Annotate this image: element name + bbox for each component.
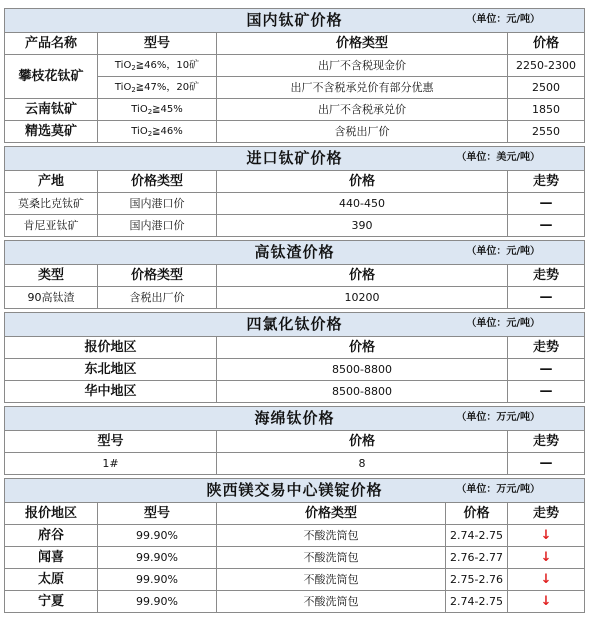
trend-flat-icon: — xyxy=(508,453,585,475)
table-row xyxy=(5,215,585,237)
price-type: 不酸洗筒包 xyxy=(217,591,446,613)
column-header: 走势 xyxy=(508,503,585,525)
column-header: 走势 xyxy=(508,171,585,193)
section-title: 高钛渣价格 xyxy=(254,242,335,261)
price: 8500-8800 xyxy=(217,359,508,381)
model: 99.90% xyxy=(98,525,217,547)
table-row xyxy=(5,525,585,547)
price-type: 不酸洗筒包 xyxy=(217,525,446,547)
price: 1850 xyxy=(508,99,585,121)
table-row xyxy=(5,381,585,403)
table-row xyxy=(5,591,585,613)
table-row xyxy=(5,569,585,591)
price: 2500 xyxy=(508,77,585,99)
column-header: 报价地区 xyxy=(5,337,217,359)
column-header: 报价地区 xyxy=(5,503,98,525)
column-header: 价格 xyxy=(217,265,508,287)
section-unit: （单位：万元/吨） xyxy=(456,484,541,495)
section-unit: （单位：元/吨） xyxy=(466,318,541,329)
column-header: 产品名称 xyxy=(5,33,98,55)
header-row xyxy=(5,33,585,55)
price: 10200 xyxy=(217,287,508,309)
price-type: 不酸洗筒包 xyxy=(217,569,446,591)
price-type: 不酸洗筒包 xyxy=(217,547,446,569)
section-title: 四氯化钛价格 xyxy=(246,314,343,333)
price: 2.75-2.76 xyxy=(446,569,508,591)
column-header: 走势 xyxy=(508,265,585,287)
column-header: 价格 xyxy=(217,171,508,193)
section-header-domestic xyxy=(5,9,585,33)
spec-cell: TiO$_2$≧47%，20矿 xyxy=(98,77,217,99)
price-type: 国内港口价 xyxy=(98,215,217,237)
price: 8500-8800 xyxy=(217,381,508,403)
table-row xyxy=(5,55,585,77)
section-header-ticl4 xyxy=(5,313,585,337)
price: 390 xyxy=(217,215,508,237)
model: 99.90% xyxy=(98,591,217,613)
region: 府谷 xyxy=(5,525,98,547)
model: 1# xyxy=(5,453,217,475)
column-header: 价格类型 xyxy=(98,171,217,193)
product-name: 攀枝花钛矿 xyxy=(5,55,98,99)
table-row xyxy=(5,193,585,215)
column-header: 走势 xyxy=(508,431,585,453)
column-header: 型号 xyxy=(98,503,217,525)
slag-type: 90高钛渣 xyxy=(5,287,98,309)
column-header: 型号 xyxy=(98,33,217,55)
trend-down-icon: ↓ xyxy=(508,547,585,569)
region: 太原 xyxy=(5,569,98,591)
spec-cell: TiO$_2$≧45% xyxy=(98,99,217,121)
section-unit: （单位：元/吨） xyxy=(466,14,541,25)
column-header: 产地 xyxy=(5,171,98,193)
price: 2550 xyxy=(508,121,585,143)
price-table xyxy=(4,8,585,613)
header-row xyxy=(5,171,585,193)
section-header-sponge xyxy=(5,407,585,431)
table-row xyxy=(5,287,585,309)
region: 东北地区 xyxy=(5,359,217,381)
price: 2.74-2.75 xyxy=(446,525,508,547)
column-header: 走势 xyxy=(508,337,585,359)
header-row xyxy=(5,265,585,287)
table-row xyxy=(5,453,585,475)
header-row xyxy=(5,337,585,359)
price: 2250-2300 xyxy=(508,55,585,77)
trend-flat-icon: — xyxy=(508,215,585,237)
model: 99.90% xyxy=(98,569,217,591)
trend-flat-icon: — xyxy=(508,287,585,309)
price-type: 出厂不含税现金价 xyxy=(217,55,508,77)
region: 闻喜 xyxy=(5,547,98,569)
column-header: 型号 xyxy=(5,431,217,453)
section-unit: （单位：元/吨） xyxy=(466,246,541,257)
price-report-sheet xyxy=(4,8,584,613)
price-type: 国内港口价 xyxy=(98,193,217,215)
spec-cell: TiO$_2$≧46% xyxy=(98,121,217,143)
trend-flat-icon: — xyxy=(508,193,585,215)
column-header: 价格类型 xyxy=(217,503,446,525)
model: 99.90% xyxy=(98,547,217,569)
section-unit: （单位：美元/吨） xyxy=(456,152,541,163)
section-header-imported xyxy=(5,147,585,171)
product-name: 云南钛矿 xyxy=(5,99,98,121)
trend-down-icon: ↓ xyxy=(508,525,585,547)
price: 2.76-2.77 xyxy=(446,547,508,569)
spec-cell: TiO$_2$≧46%，10矿 xyxy=(98,55,217,77)
section-title: 国内钛矿价格 xyxy=(246,10,343,29)
price-type: 含税出厂价 xyxy=(217,121,508,143)
column-header: 价格 xyxy=(217,431,508,453)
trend-flat-icon: — xyxy=(508,381,585,403)
trend-down-icon: ↓ xyxy=(508,569,585,591)
price: 8 xyxy=(217,453,508,475)
column-header: 价格 xyxy=(217,337,508,359)
price-type: 含税出厂价 xyxy=(98,287,217,309)
product-name: 精选莫矿 xyxy=(5,121,98,143)
table-row xyxy=(5,359,585,381)
table-row xyxy=(5,121,585,143)
table-row xyxy=(5,547,585,569)
price: 2.74-2.75 xyxy=(446,591,508,613)
trend-down-icon: ↓ xyxy=(508,591,585,613)
header-row xyxy=(5,503,585,525)
header-row xyxy=(5,431,585,453)
section-header-slag xyxy=(5,241,585,265)
section-unit: （单位：万元/吨） xyxy=(456,412,541,423)
origin: 肯尼亚钛矿 xyxy=(5,215,98,237)
column-header: 价格 xyxy=(508,33,585,55)
price: 440-450 xyxy=(217,193,508,215)
column-header: 类型 xyxy=(5,265,98,287)
table-row xyxy=(5,99,585,121)
column-header: 价格类型 xyxy=(217,33,508,55)
trend-flat-icon: — xyxy=(508,359,585,381)
section-title: 陕西镁交易中心镁锭价格 xyxy=(206,480,383,499)
region: 宁夏 xyxy=(5,591,98,613)
section-title: 进口钛矿价格 xyxy=(246,148,343,167)
region: 华中地区 xyxy=(5,381,217,403)
price-type: 出厂不含税承兑价 xyxy=(217,99,508,121)
section-header-magnesium xyxy=(5,479,585,503)
column-header: 价格 xyxy=(446,503,508,525)
section-title: 海绵钛价格 xyxy=(254,408,335,427)
origin: 莫桑比克钛矿 xyxy=(5,193,98,215)
price-type: 出厂不含税承兑价有部分优惠 xyxy=(217,77,508,99)
column-header: 价格类型 xyxy=(98,265,217,287)
